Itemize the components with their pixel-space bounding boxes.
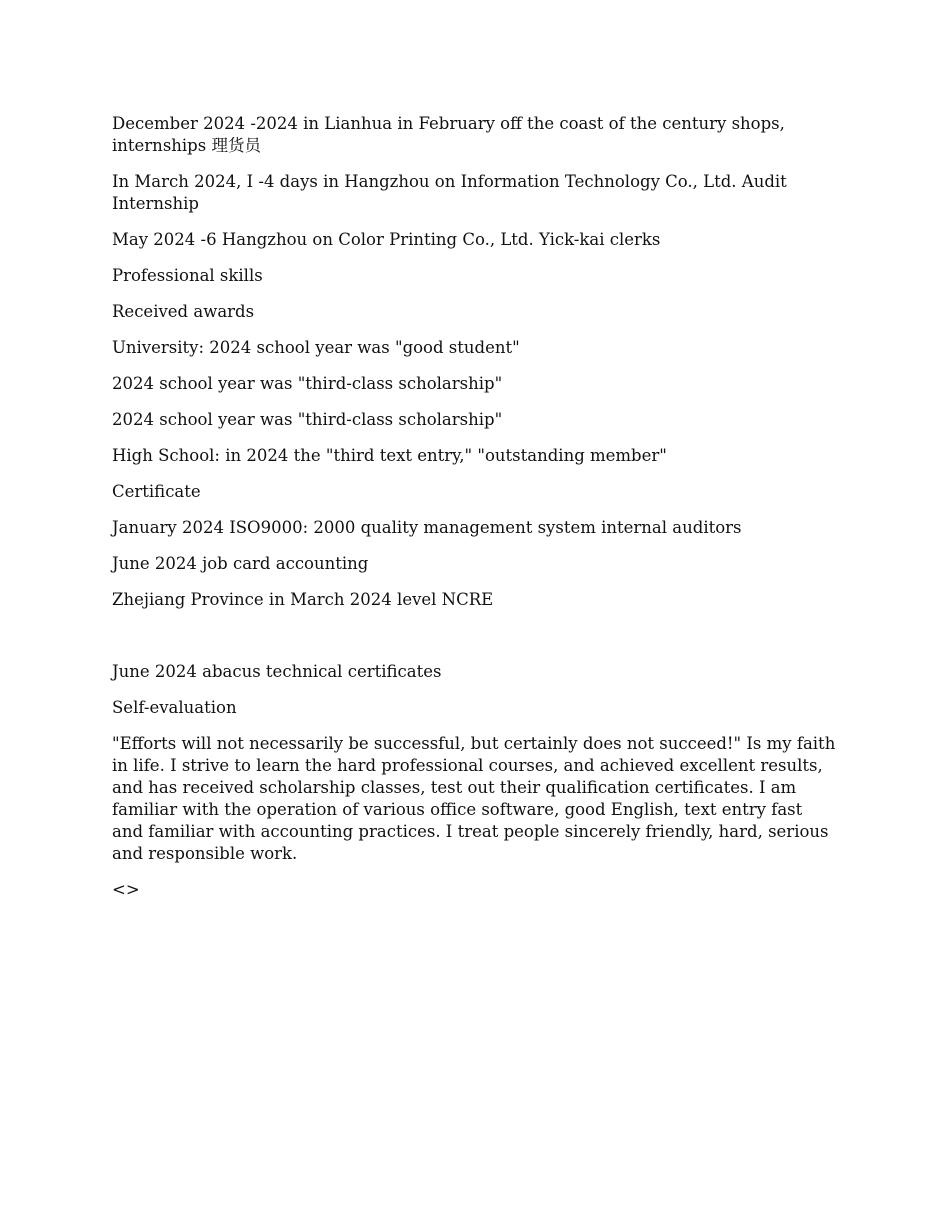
internship-audit: In March 2024, I -4 days in Hangzhou on Information Technology Co., Ltd. Audit Internship (112, 172, 787, 213)
certificate-ncre: Zhejiang Province in March 2024 level NCRE (112, 590, 494, 609)
certificate-iso9000: January 2024 ISO9000: 2000 quality management system internal auditors (112, 518, 742, 537)
certificate-abacus: June 2024 abacus technical certificates (112, 662, 442, 681)
section-heading-professional-skills: Professional skills (112, 266, 263, 285)
award-good-student: University: 2024 school year was "good student" (112, 338, 520, 357)
award-high-school: High School: in 2024 the "third text entry," "outstanding member" (112, 446, 667, 465)
document-page (112, 113, 838, 915)
trailing-marker: <> (112, 880, 140, 899)
section-heading-self-evaluation: Self-evaluation (112, 698, 237, 717)
blank-line (112, 625, 838, 647)
award-scholarship-1: 2024 school year was "third-class scholarship" (112, 374, 503, 393)
section-heading-certificate: Certificate (112, 482, 201, 501)
internship-printing: May 2024 -6 Hangzhou on Color Printing Co., Ltd. Yick-kai clerks (112, 230, 661, 249)
self-evaluation-text: "Efforts will not necessarily be successful, but certainly does not succeed!" Is my faith in life. I strive to learn the hard professional courses, and achieved excellent results, and has received scholarship classes, test out their qualification certificates. I am familiar with the operation of various office software, good English, text entry fast and familiar with accounting practices. I treat people sincerely friendly, hard, serious and responsible work. (112, 734, 836, 863)
award-scholarship-2: 2024 school year was "third-class scholarship" (112, 410, 503, 429)
section-heading-awards: Received awards (112, 302, 255, 321)
internship-lianhua: December 2024 -2024 in Lianhua in February off the coast of the century shops, internships 理货员 (112, 114, 785, 155)
certificate-accounting: June 2024 job card accounting (112, 554, 369, 573)
